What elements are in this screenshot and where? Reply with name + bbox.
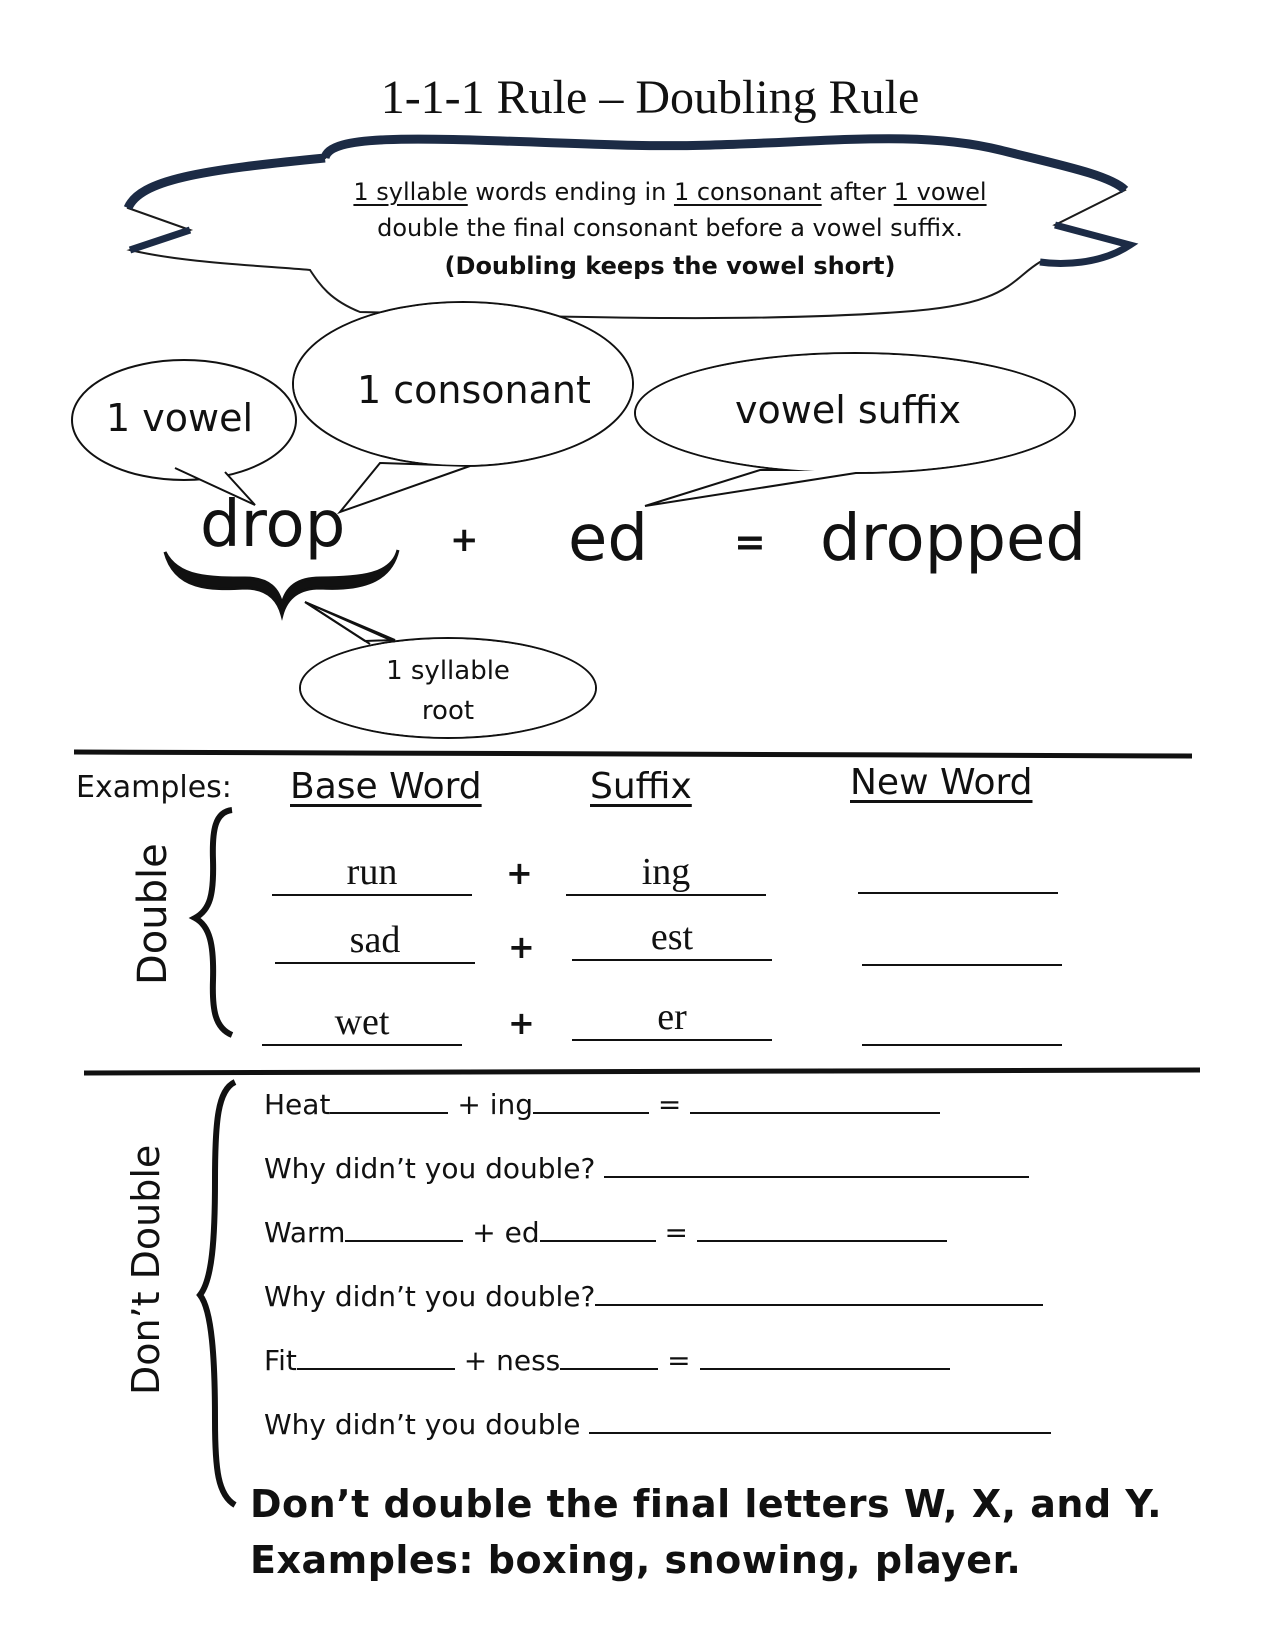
header-new-word: New Word — [850, 762, 1033, 803]
question-blank[interactable] — [589, 1410, 1051, 1434]
question-blank[interactable] — [604, 1154, 1029, 1178]
suffix-blank[interactable] — [540, 1218, 656, 1242]
question-text: Why didn’t you double? — [264, 1280, 596, 1313]
dont-double-side-label: Don’t Double — [124, 1144, 168, 1395]
note-line-2: Examples: boxing, snowing, player. — [250, 1538, 1022, 1582]
exercise-heat — [264, 1088, 940, 1121]
question-text: Why didn’t you double? — [264, 1152, 596, 1185]
bubble-syllable-text-1: 1 syllable — [386, 656, 510, 686]
exercise-suffix: + ed — [472, 1216, 540, 1249]
equation-plus: + — [450, 520, 479, 560]
suffix-word: ing — [566, 850, 766, 896]
double-side-label: Double — [130, 843, 176, 985]
header-suffix: Suffix — [590, 766, 692, 807]
exercise-word: Heat — [264, 1088, 331, 1121]
exercise-question-2 — [264, 1280, 1043, 1313]
header-base-word: Base Word — [290, 766, 482, 807]
suffix-word: est — [572, 915, 772, 961]
dont-double-brace — [200, 1082, 235, 1505]
new-word-blank[interactable] — [862, 1044, 1062, 1046]
exercise-warm — [264, 1216, 947, 1249]
rule-text: words ending in — [467, 178, 674, 206]
base-word: sad — [275, 918, 475, 964]
suffix-blank[interactable] — [560, 1346, 658, 1370]
exercise-suffix: + ness — [463, 1344, 561, 1377]
question-text: Why didn’t you double — [264, 1408, 581, 1441]
suffix-word: er — [572, 995, 772, 1041]
divider-2 — [84, 1070, 1200, 1073]
rule-line-2: double the final consonant before a vowel suffix. — [377, 214, 963, 242]
exercise-question-3 — [264, 1408, 1051, 1441]
note-line-1: Don’t double the final letters W, X, and Y. — [250, 1482, 1163, 1526]
rule-line-1 — [300, 178, 1040, 206]
new-word-blank[interactable] — [862, 964, 1062, 966]
answer-blank[interactable] — [700, 1346, 950, 1370]
equation-root: drop — [200, 488, 346, 562]
bubble-syllable-text-2: root — [421, 696, 475, 726]
rule-text: after — [821, 178, 894, 206]
base-word: wet — [262, 1000, 462, 1046]
rule-1-consonant: 1 consonant — [673, 178, 822, 206]
exercise-word: Warm — [264, 1216, 346, 1249]
question-blank[interactable] — [595, 1282, 1043, 1306]
divider-1 — [74, 752, 1192, 756]
word-blank[interactable] — [297, 1346, 455, 1370]
new-word-blank[interactable] — [858, 892, 1058, 894]
exercise-question-1 — [264, 1152, 1029, 1185]
bubble-vowel-text: 1 vowel — [106, 396, 254, 440]
bubble-suffix-text: vowel suffix — [735, 388, 961, 432]
equation-equals: = — [734, 520, 766, 564]
equation-suffix: ed — [568, 502, 648, 576]
page-title: 1-1-1 Rule – Doubling Rule — [380, 71, 920, 124]
plus-sign: + — [508, 928, 535, 966]
exercise-word: Fit — [264, 1344, 297, 1377]
equals-sign: = — [667, 1344, 691, 1377]
exercise-suffix: + ing — [457, 1088, 533, 1121]
answer-blank[interactable] — [697, 1218, 947, 1242]
word-blank[interactable] — [330, 1090, 448, 1114]
equals-sign: = — [657, 1088, 682, 1121]
rule-1-syllable: 1 syllable — [353, 178, 468, 206]
equals-sign: = — [664, 1216, 689, 1249]
plus-sign: + — [508, 1004, 535, 1042]
double-brace — [195, 810, 232, 1035]
equation-result: dropped — [820, 502, 1086, 576]
examples-label: Examples: — [76, 770, 232, 805]
bubble-consonant-text: 1 consonant — [357, 368, 591, 412]
suffix-blank[interactable] — [533, 1090, 649, 1114]
rule-line-3: (Doubling keeps the vowel short) — [444, 252, 896, 280]
base-word: run — [272, 850, 472, 896]
rule-1-vowel: 1 vowel — [893, 178, 987, 206]
exercise-fit — [264, 1344, 950, 1377]
plus-sign: + — [506, 854, 533, 892]
word-blank[interactable] — [345, 1218, 463, 1242]
answer-blank[interactable] — [690, 1090, 940, 1114]
